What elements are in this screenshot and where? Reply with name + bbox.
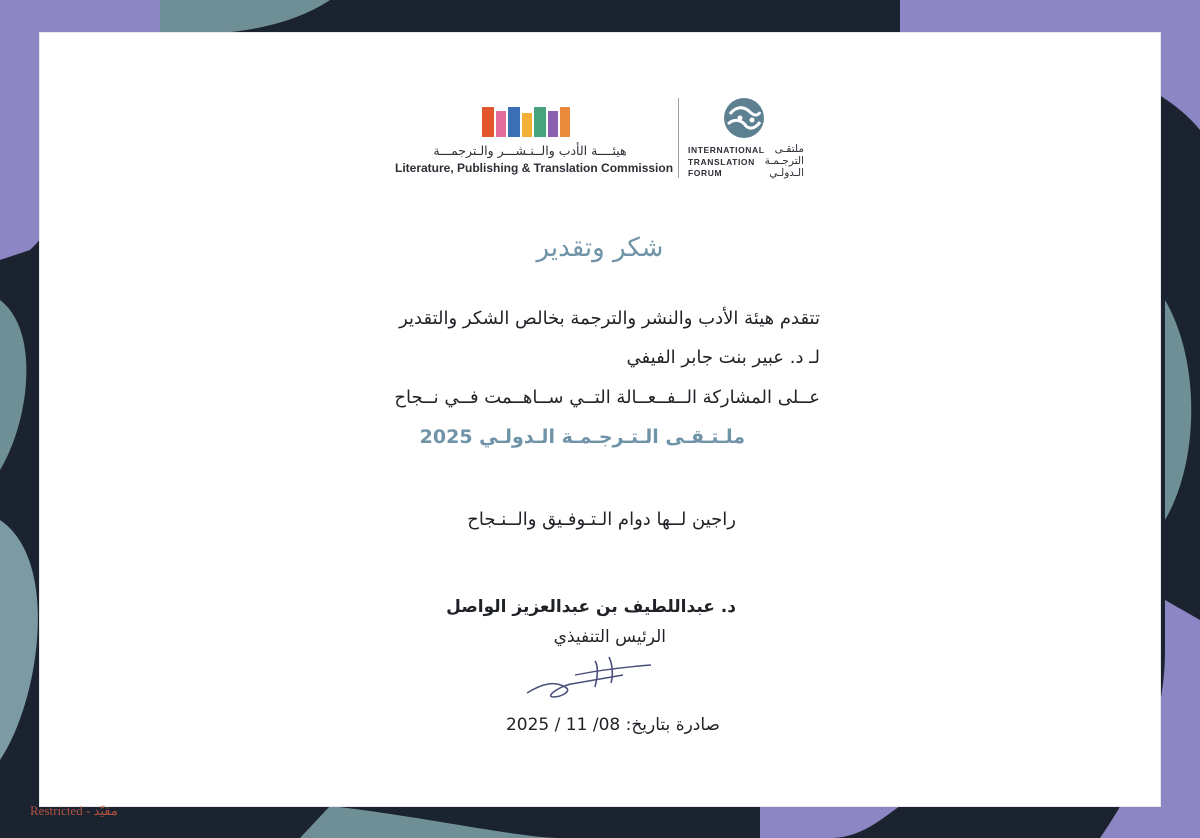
wishes-line: راجين لــها دوام الـتـوفـيق والــنـجاح (467, 509, 736, 530)
forum-name-english-line: FORUM (688, 168, 723, 178)
forum-name-arabic (748, 143, 804, 179)
certificate-card (40, 33, 1160, 806)
signer-name: د. عبداللطيف بن عبدالعزيز الواصل (446, 597, 736, 617)
commission-name-arabic: هيئــــة الأدب والــنـشـــر والـترجمـــة (433, 143, 627, 158)
signer-role: الرئيس التنفيذي (553, 627, 666, 647)
forum-name-arabic-line: الترجـمـة (764, 155, 804, 167)
forum-name-english-line: TRANSLATION (688, 156, 755, 167)
recipient-name: لـ د. عبير بنت جابر الفيفي (626, 347, 820, 368)
forum-logo-mark (720, 96, 768, 140)
event-name: ملـتـقـى الـتـرجـمـة الـدولـي 2025 (419, 426, 745, 448)
forum-name-arabic-line: ملتقـى (774, 143, 804, 155)
issue-date: صادرة بتاريخ: 08/ 11 / 2025 (505, 715, 720, 735)
handwritten-signature (525, 653, 655, 705)
forum-name-arabic-line: الـدولـي (769, 167, 804, 179)
logo-divider (678, 98, 679, 178)
thanks-statement: تتقدم هيئة الأدب والنشر والترجمة بخالص الشكر والتقدير (399, 308, 820, 329)
commission-logo-mark (480, 105, 572, 139)
commission-name-english: Literature, Publishing & Translation Commission (395, 161, 674, 175)
classification-label: Restricted - مقيّد (30, 803, 118, 818)
forum-name-english (688, 145, 765, 180)
header-logos (40, 33, 1160, 193)
certificate-title: شكر وتقدير (536, 233, 664, 263)
contribution-statement: عــلى المشاركة الــفــعــالة التــي ســاهــمت فــي نــجاح (394, 387, 820, 408)
forum-name-english-line: INTERNATIONAL (688, 145, 765, 155)
